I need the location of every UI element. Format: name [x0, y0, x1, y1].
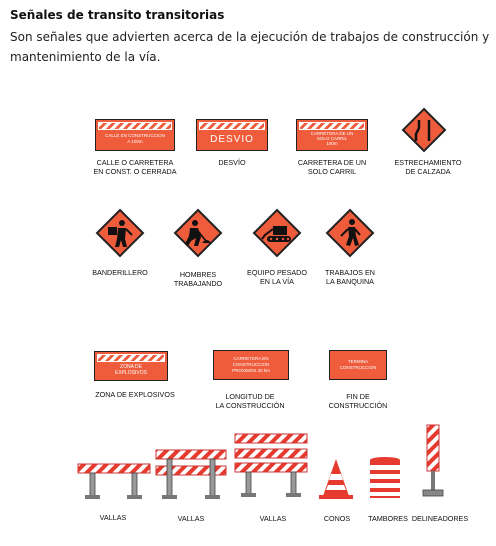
caption-estrechamiento-line1: ESTRECHAMIENTO: [394, 158, 462, 167]
sign-solo-carril: [296, 119, 368, 151]
caption-calle-line1: CALLE O CARRETERA: [96, 158, 174, 167]
caption-fin-line1: FIN DE: [346, 392, 370, 401]
caption-calle: [80, 158, 190, 176]
valla-triple-icon: [234, 432, 312, 498]
sign-carril-line2: SOLO CARRIL: [316, 136, 348, 141]
caption-estrechamiento: [385, 158, 471, 176]
sign-desvio-text: DESVIO: [210, 134, 254, 145]
road-narrowing-icon: [402, 108, 446, 152]
caption-vallas-2: VALLAS: [177, 514, 205, 523]
caption-equipo-line1: EQUIPO PESADO: [247, 268, 307, 277]
caption-banquina: [310, 268, 390, 286]
heavy-equipment-icon: [253, 209, 301, 257]
caption-conos: CONOS: [323, 514, 351, 523]
caption-vallas-3: VALLAS: [259, 514, 287, 523]
caption-calle-line2: EN CONST. O CERRADA: [93, 167, 177, 176]
sign-carril-line3: 100m: [326, 141, 338, 146]
caption-carril-line2: SOLO CARRIL: [307, 167, 357, 176]
sign-fin-line1: TERMINA: [347, 359, 369, 364]
worker-shovel-icon: [174, 209, 222, 257]
page-title: Señales de transito transitorias: [10, 8, 225, 22]
caption-longitud-line2: LA CONSTRUCCIÓN: [215, 401, 285, 410]
sign-carril-line1: CARRETERA DE UN: [310, 131, 354, 136]
sign-longitud-line1: CARRETERA EN: [233, 356, 269, 361]
caption-equipo-line2: EN LA VÍA: [260, 277, 294, 286]
valla-simple-icon: [77, 457, 153, 505]
sign-fin-construccion: [329, 350, 387, 380]
sign-explosivos-line2: EXPLOSIVOS: [115, 370, 147, 376]
page-description: Son señales que advierten acerca de la ejecución de trabajos de construcción y mantenimiento de la vía.: [10, 30, 490, 64]
drum-icon: [368, 455, 402, 501]
caption-vallas-1: VALLAS: [99, 513, 127, 522]
sign-fin-line2: CONSTRUCCION: [339, 365, 377, 370]
sign-calle-line1: CALLE EN CONSTRUCCION: [105, 133, 165, 138]
sign-longitud-line3: PROXIMOS 20 km: [232, 368, 270, 373]
sign-longitud-construccion: [213, 350, 289, 380]
caption-equipo: [237, 268, 317, 286]
caption-longitud-line1: LONGITUD DE: [225, 392, 275, 401]
caption-fin: [318, 392, 398, 410]
caption-fin-line2: CONSTRUCCIÓN: [328, 401, 388, 410]
sign-calle-line2: A 100m: [127, 139, 143, 144]
caption-estrechamiento-line2: DE CALZADA: [405, 167, 451, 176]
valla-doble-icon: [155, 448, 231, 500]
caption-carril: [282, 158, 382, 176]
sign-explosivos-line1: ZONA DE: [120, 364, 142, 370]
caption-hombres: [158, 270, 238, 288]
caption-hombres-line2: TRABAJANDO: [173, 279, 223, 288]
caption-longitud: [200, 392, 300, 410]
caption-banderillero: BANDERILLERO: [92, 268, 148, 277]
sign-calle-construccion: [95, 119, 175, 151]
caption-delineadores: DELINEADORES: [411, 514, 469, 523]
caption-banquina-line2: LA BANQUINA: [326, 277, 374, 286]
caption-tambores: TAMBORES: [368, 514, 408, 523]
delineator-icon: [421, 423, 449, 499]
cone-icon: [318, 457, 354, 501]
flagger-icon: [96, 209, 144, 257]
caption-carril-line1: CARRETERA DE UN: [297, 158, 367, 167]
worker-walking-icon: [326, 209, 374, 257]
sign-longitud-line2: CONSTRUCCION: [232, 362, 270, 367]
sign-desvio: [196, 119, 268, 151]
caption-hombres-line1: HOMBRES: [179, 270, 217, 279]
caption-banquina-line1: TRABAJOS EN: [325, 268, 375, 277]
sign-zona-explosivos: [94, 351, 168, 381]
caption-explosivos: ZONA DE EXPLOSIVOS: [95, 390, 175, 399]
caption-desvio: DESVÍO: [218, 158, 246, 167]
